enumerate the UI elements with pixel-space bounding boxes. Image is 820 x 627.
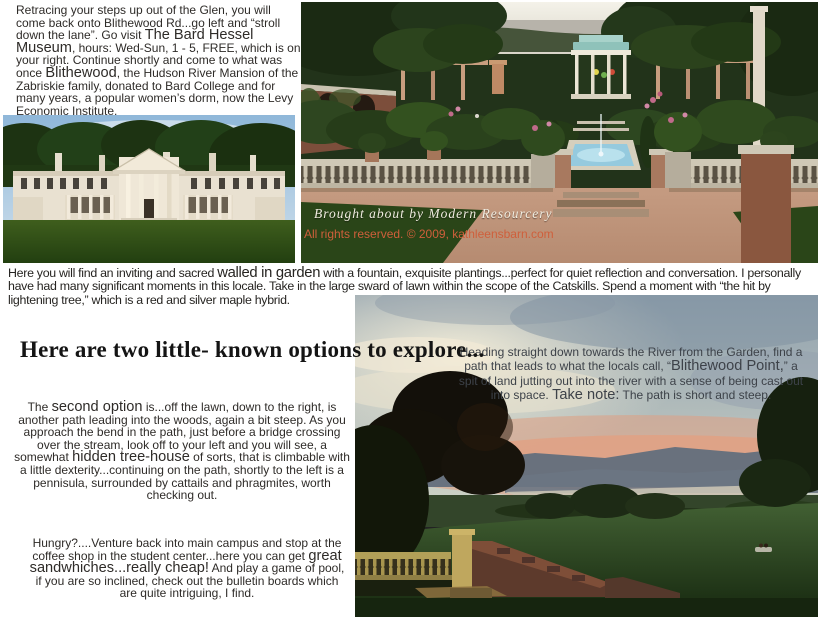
garden-paragraph: Here you will find an inviting and sacred walled in garden with a fountain, exquisite plantings...perfect for quiet reflection and conversation. I personally have had many significant moments in this locale. Take in the large sward of lawn within the scope of the Catskills. Spend a moment with “the hit by lightening tree,” which is a red and silver maple hybrid. [8, 265, 801, 307]
blithewood-point-paragraph: Heading straight down towards the River from the Garden, find a path that leads to what the locals call, “Blithewood Point,” a spit of land jutting out into the river with a sense of being cast out into space. Take note: The path is short and steep. [458, 345, 804, 404]
intro-paragraph: Retracing your steps up out of the Glen, you will come back onto Blithewood Rd...go left and “stroll down the lane”. Go visit The Bard Hessel Museum, hours: Wed-Sun, 1 - 5, FREE, which is on your right. Continue shortly and come to what was once Blithewood, the Hudson River Mansion of the Zabriskie family, donated to Bard College and for many years, a popular women’s dorm, now the Levy Economic Institute. [16, 3, 301, 118]
mansion-photo [3, 115, 295, 263]
garden-pavilion [571, 35, 631, 99]
garden-photo-credit: Brought about by Modern Resourcery [314, 206, 553, 221]
options-heading: Here are two little- known options to explore... [20, 337, 485, 362]
mansion-illustration [3, 115, 295, 263]
garden-illustration [301, 2, 818, 263]
hungry-paragraph: Hungry?....Venture back into main campus and stop at the coffee shop in the student center...here you can get great sandwhiches...really cheap! And play a game of pool, if you are so inclined, check out the bulletin boards which are quite intriguing, I find. [29, 536, 345, 601]
garden-photo-copyright: All rights reserved. © 2009, kathleensbarn.com [304, 227, 554, 241]
garden-photo [301, 2, 818, 263]
second-option-paragraph: The second option is...off the lawn, down to the right, is another path leading into the woods, again a bit steep. As you approach the bend in the path, just before a bridge crossing over the stream, look off to your left and you will see, a somewhat hidden tree-house of sorts, that is climbable with a little dexterity...continuing on the path, shortly to the left is a pennisula, surrounded by cattails and phragmites, worth checking out. [14, 399, 350, 503]
mansion-lawn [3, 220, 295, 263]
